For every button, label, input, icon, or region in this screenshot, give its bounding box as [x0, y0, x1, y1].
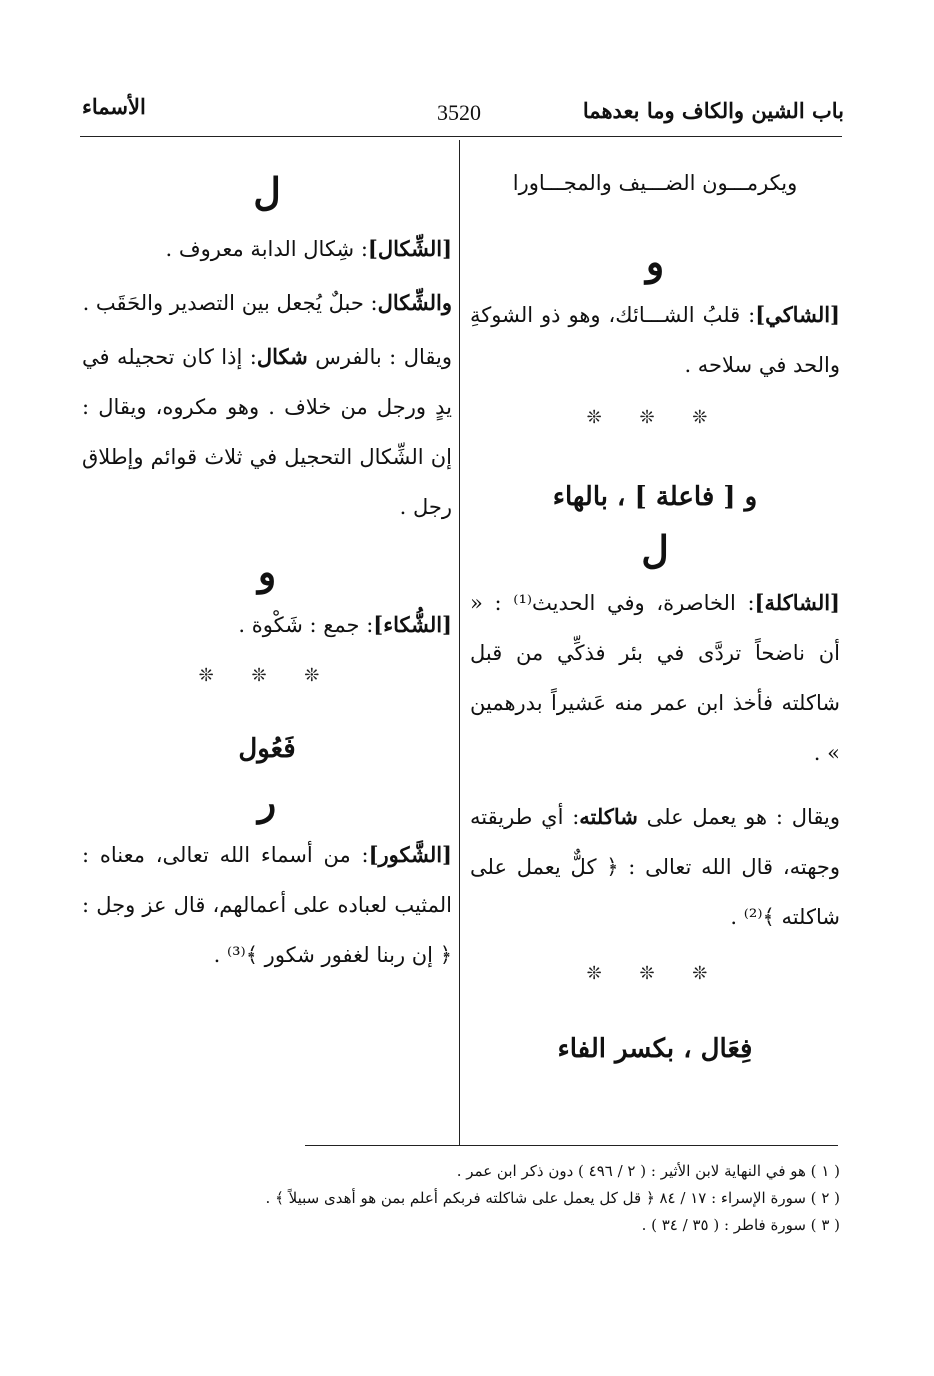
letter-lam: ل: [253, 169, 281, 214]
entry-faras: ويقال : بالفرس شكال: إذا كان تحجيله في يدٍ ورجل من خلاف . وهو مكروه، ويقال : إن الشِّكال التحجيل في ثلاث قوائم وإطلاق رجل .: [82, 344, 452, 519]
headword: [الشِّكال]: [367, 236, 452, 261]
footnote-2: ( ٢ ) سورة الإسراء : ١٧ / ٨٤ ﴿ قل كل يعمل على شاكلته فربكم أعلم بمن هو أهدى سبيلاً ﴾ .: [265, 1189, 840, 1207]
entry-shikal-2: [82, 278, 452, 328]
letter-waw: و: [645, 239, 665, 284]
headword: شاكلته: [579, 804, 638, 829]
separator-stars: ❊ ❊ ❊: [586, 407, 724, 428]
section-heading: فَعُول: [238, 734, 296, 764]
entry-shakila: [470, 578, 840, 778]
entry-shikal: [82, 224, 452, 274]
footnote-1: ( ١ ) هو في النهاية لابن الأثير : ( ٢ / ٤٩٦ ) دون ذكر ابن عمر .: [456, 1162, 840, 1180]
section-heading: و [ فاعلة ] ، بالهاء: [552, 482, 758, 512]
section-title: الأسماء: [82, 94, 146, 119]
headword: [الشاكي]: [755, 302, 840, 327]
right-column: [470, 150, 840, 1074]
definition: : من أسماء الله تعالى، معناه : المثيب لعباده على أعمالهم، قال عز وجل : ﴿ إن ربنا لغفور شكور ﴾⁽³⁾ .: [82, 843, 452, 967]
letter-waw: و: [257, 549, 277, 594]
page-header: [82, 92, 844, 132]
section-heading: فِعَال ، بكسر الفاء: [557, 1034, 753, 1064]
separator-stars: ❊ ❊ ❊: [198, 665, 336, 686]
entry-yuqal: ويقال : هو يعمل على شاكلته: أي طريقته وجهته، قال الله تعالى : ﴿ كلٌّ يعمل على شاكلته ﴾⁽²⁾ .: [470, 804, 840, 929]
headword: والشِّكال: [377, 290, 452, 315]
headword: شكال: [256, 344, 308, 369]
left-column: [82, 150, 452, 980]
footnote-rule: [305, 1145, 838, 1146]
header-rule: [80, 136, 842, 137]
definition: : جمع : شَكْوة .: [238, 613, 374, 637]
headword: [الشَّكور]: [368, 842, 452, 867]
letter-ra: ر: [257, 779, 277, 824]
definition: : قلبُ الشـــائك، وهو ذو الشوكةِ والحد في سلاحه .: [470, 303, 840, 377]
headword: [الشاكلة]: [754, 590, 840, 615]
entry-shakur: [82, 830, 452, 980]
chapter-title: باب الشين والكاف وما بعدهما: [582, 98, 844, 123]
verse-line: ويكرمـــون الضـــيف والمجـــاورا: [512, 171, 798, 195]
definition: : الخاصرة، وفي الحديث⁽¹⁾ : « أن ناضحاً تردَّى في بئر فذكِّي من قبل شاكلته فأخذ ابن عمر منه عَشيراً بدرهمين » .: [470, 591, 840, 765]
footnotes: [180, 1158, 840, 1239]
separator-stars: ❊ ❊ ❊: [586, 963, 724, 984]
column-divider: [459, 140, 460, 1145]
entry-shaki: [470, 290, 840, 390]
entry-shakaa: [82, 600, 452, 650]
footnote-3: ( ٣ ) سورة فاطر : ( ٣٥ / ٣٤ ) .: [641, 1216, 840, 1234]
definition: : حبلٌ يُجعل بين التصدير والحَقَب .: [82, 291, 378, 315]
headword: [الشُّكاء]: [373, 612, 452, 637]
letter-lam: ل: [641, 527, 669, 572]
page-number: 3520: [437, 100, 481, 125]
definition: : شِكال الدابة معروف .: [165, 237, 368, 261]
